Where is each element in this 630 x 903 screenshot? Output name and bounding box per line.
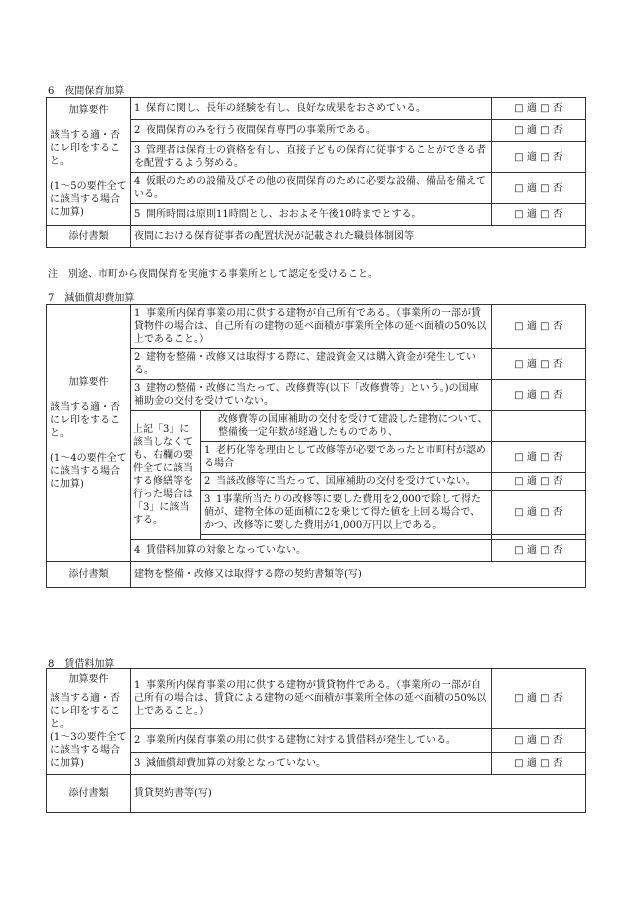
s6-item-5: 5 開所時間は原則11時間とし、おおよそ午後10時までとする。 [131, 204, 492, 226]
s7-sub-3: 3 1事業所当たりの改修等に要した費用を2,000で除して得た値が、建物全体の延面積に2を乗じて得た値を上回る場合で、かつ、改修等に要した費用が1,000万円以上である。 [201, 491, 492, 535]
s8-attachment-text: 賃貸契約書等(写) [131, 775, 586, 813]
s8-item-3-check[interactable]: □ 適 □ 否 [492, 753, 586, 775]
s7-sub-2-check[interactable]: □ 適 □ 否 [492, 473, 586, 491]
s8-item-2-check[interactable]: □ 適 □ 否 [492, 728, 586, 752]
s8-item-2: 2 事業所内保育事業の用に供する建物に対する賃借料が発生している。 [131, 728, 492, 752]
s7-sub-intro: 改修費等の国庫補助の交付を受けて建設した建物について、整備後一定年数が経過したものであり、 [201, 411, 492, 442]
s6-attachment-text: 夜間における保育従事者の配置状況が記載された職員体制図等 [131, 226, 586, 248]
s6-item-1: 1 保育に関し、長年の経験を有し、良好な成果をおさめている。 [131, 98, 492, 120]
s8-requirement-label: 加算要件 該当する適・否にレ印をすること。 (1～3の要件全てに該当する場合に加算) [47, 669, 131, 775]
s8-item-1-check[interactable]: □ 適 □ 否 [492, 669, 586, 729]
s6-item-4-check[interactable]: □ 適 □ 否 [492, 173, 586, 204]
s6-item-3: 3 管理者は保育士の資格を有し、直接子どもの保育に従事することができる者を配置するよう努める。 [131, 142, 492, 173]
s6-requirement-label: 加算要件 該当する適・否にレ印をすること。 (1～5の要件全てに該当する場合に加算) [47, 98, 131, 226]
s6-item-1-check[interactable]: □ 適 □ 否 [492, 98, 586, 120]
s7-item-4: 4 賃借料加算の対象となっていない。 [131, 540, 492, 562]
s7-item-2: 2 建物を整備・改修又は取得する際に、建設資金又は購入資金が発生している。 [131, 349, 492, 380]
section-8-table [46, 668, 586, 813]
s6-attachment-label: 添付書類 [47, 226, 131, 248]
s8-item-1: 1 事業所内保育事業の用に供する建物が賃貸物件である。（事業所の一部が自己所有の場合は、賃貸による建物の延べ面積が事業所全体の延べ面積の50%以上であること。） [131, 669, 492, 729]
s7-sub-2: 2 当該改修等に当たって、国庫補助の交付を受けていない。 [201, 473, 492, 491]
s6-item-4: 4 仮眠のための設備及びその他の夜間保育のために必要な設備、備品を備えている。 [131, 173, 492, 204]
s7-item-3: 3 建物の整備・改修に当たって、改修費等(以下「改修費等」という。)の国庫補助金の交付を受けていない。 [131, 380, 492, 411]
s7-attachment-label: 添付書類 [47, 562, 131, 588]
s7-attachment-text: 建物を整備・改修又は取得する際の契約書類等(写) [131, 562, 586, 588]
s7-item-1: 1 事業所内保育事業の用に供する建物が自己所有である。（事業所の一部が賃貸物件の場合は、自己所有の建物の延べ面積が事業所全体の延べ面積の50%以上であること。） [131, 305, 492, 349]
s7-sub-condition-label: 上記「3」に該当しなくても、右欄の要件全てに該当する修繕等を行った場合は「3」に該当する。 [131, 411, 201, 540]
s8-item-3: 3 減価償却費加算の対象となっていない。 [131, 753, 492, 775]
s7-sub-1-check[interactable]: □ 適 □ 否 [492, 442, 586, 473]
s7-item-3-check[interactable]: □ 適 □ 否 [492, 380, 586, 411]
section-6-heading: 6 夜間保育加算 [48, 86, 125, 97]
s7-item-2-check[interactable]: □ 適 □ 否 [492, 349, 586, 380]
s7-item-1-check[interactable]: □ 適 □ 否 [492, 305, 586, 349]
s8-attachment-label: 添付書類 [47, 775, 131, 813]
s6-note: 注 別途、市町から夜間保育を実施する事業所として認定を受けること。 [48, 269, 378, 280]
section-8-heading: 8 賃借料加算 [48, 659, 115, 670]
section-7-table [46, 304, 586, 588]
section-6-table [46, 97, 586, 248]
section-7-heading: 7 減価償却費加算 [48, 293, 135, 304]
s7-sub-intro-blank [492, 411, 586, 442]
s6-item-5-check[interactable]: □ 適 □ 否 [492, 204, 586, 226]
s7-requirement-label: 加算要件 該当する適・否にレ印をすること。 (1～4の要件全てに該当する場合に加算) [47, 305, 131, 562]
s6-item-2: 2 夜間保育のみを行う夜間保育専門の事業所である。 [131, 120, 492, 142]
s7-item-4-check[interactable]: □ 適 □ 否 [492, 540, 586, 562]
s7-sub-3-check[interactable]: □ 適 □ 否 [492, 491, 586, 535]
s6-item-3-check[interactable]: □ 適 □ 否 [492, 142, 586, 173]
s7-sub-1: 1 老朽化等を理由として改修等が必要であったと市町村が認める場合 [201, 442, 492, 473]
s6-item-2-check[interactable]: □ 適 □ 否 [492, 120, 586, 142]
